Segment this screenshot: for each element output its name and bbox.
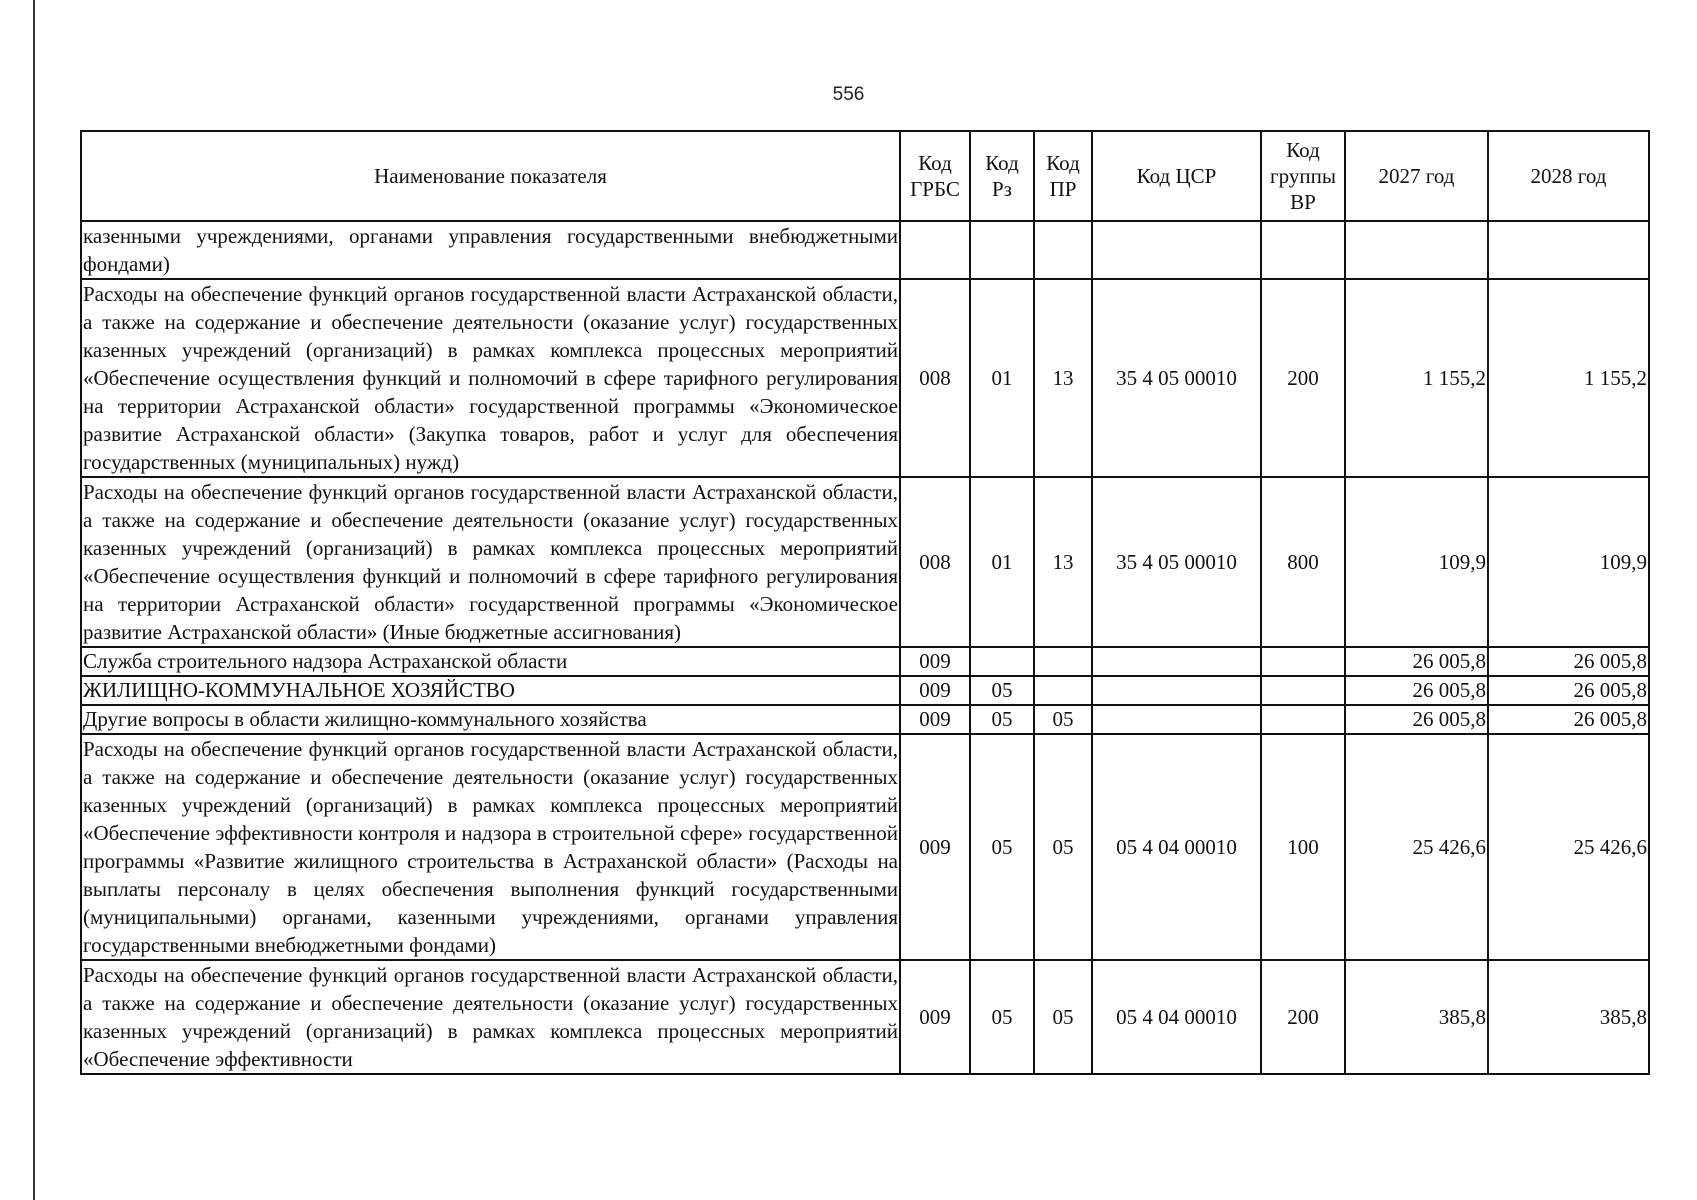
row-2028 — [1488, 221, 1649, 279]
header-2027: 2027 год — [1345, 131, 1488, 221]
header-grbs-line2: ГРБС — [910, 177, 960, 201]
row-name: Расходы на обеспечение функций органов государственной власти Астраханской области, а также на содержание и обеспечение деятельности (оказание услуг) государственных казенных учреждений (организаций) в рамках комплекса процессных мероприятий «Обеспечение осуществления функций и полномочий в сфере тарифного регулирования на территории Астраханской области» государственной программы «Экономическое развитие Астраханской области» (Закупка товаров, работ и услуг для обеспечения государственных (муниципальных) нужд) — [81, 279, 900, 477]
row-rz: 05 — [970, 734, 1034, 960]
row-csr: 05 4 04 00010 — [1092, 960, 1261, 1074]
row-name: Расходы на обеспечение функций органов государственной власти Астраханской области, а также на содержание и обеспечение деятельности (оказание услуг) государственных казенных учреждений (организаций) в рамках комплекса процессных мероприятий «Обеспечение эффективности — [81, 960, 900, 1074]
header-rz-line1: Код — [985, 151, 1019, 175]
table-row — [81, 647, 1649, 676]
row-pr: 05 — [1034, 960, 1092, 1074]
row-2028: 26 005,8 — [1488, 676, 1649, 705]
row-csr — [1092, 221, 1261, 279]
left-margin-line — [33, 0, 35, 1200]
table-row — [81, 279, 1649, 477]
header-vr — [1261, 131, 1345, 221]
row-name: Расходы на обеспечение функций органов государственной власти Астраханской области, а также на содержание и обеспечение деятельности (оказание услуг) государственных казенных учреждений (организаций) в рамках комплекса процессных мероприятий «Обеспечение осуществления функций и полномочий в сфере тарифного регулирования на территории Астраханской области» государственной программы «Экономическое развитие Астраханской области» (Иные бюджетные ассигнования) — [81, 477, 900, 647]
row-2027: 1 155,2 — [1345, 279, 1488, 477]
row-csr — [1092, 647, 1261, 676]
row-vr — [1261, 705, 1345, 734]
row-grbs: 009 — [900, 734, 970, 960]
header-rz-line2: Рз — [992, 177, 1012, 201]
row-csr: 35 4 05 00010 — [1092, 477, 1261, 647]
row-csr: 05 4 04 00010 — [1092, 734, 1261, 960]
row-csr: 35 4 05 00010 — [1092, 279, 1261, 477]
header-rz — [970, 131, 1034, 221]
row-grbs: 009 — [900, 705, 970, 734]
row-vr — [1261, 676, 1345, 705]
row-name: Другие вопросы в области жилищно-коммунального хозяйства — [81, 705, 900, 734]
row-name: Расходы на обеспечение функций органов государственной власти Астраханской области, а также на содержание и обеспечение деятельности (оказание услуг) государственных казенных учреждений (организаций) в рамках комплекса процессных мероприятий «Обеспечение эффективности контроля и надзора в строительной сфере» государственной программы «Развитие жилищного строительства в Астраханской области» (Расходы на выплаты персоналу в целях обеспечения выполнения функций государственными (муниципальными) органами, казенными учреждениями, органами управления государственными внебюджетными фондами) — [81, 734, 900, 960]
row-pr: 13 — [1034, 477, 1092, 647]
row-vr: 800 — [1261, 477, 1345, 647]
row-grbs: 009 — [900, 960, 970, 1074]
budget-table — [80, 130, 1650, 1075]
table-row — [81, 676, 1649, 705]
row-vr: 200 — [1261, 279, 1345, 477]
row-2027: 109,9 — [1345, 477, 1488, 647]
table-header-row — [81, 131, 1649, 221]
row-rz: 05 — [970, 960, 1034, 1074]
row-2028: 25 426,6 — [1488, 734, 1649, 960]
page-number: 556 — [832, 84, 865, 105]
row-vr: 100 — [1261, 734, 1345, 960]
header-vr-line2: группы — [1270, 164, 1336, 188]
header-grbs — [900, 131, 970, 221]
row-rz: 01 — [970, 279, 1034, 477]
row-csr — [1092, 676, 1261, 705]
row-2027: 385,8 — [1345, 960, 1488, 1074]
row-rz — [970, 647, 1034, 676]
row-pr: 05 — [1034, 705, 1092, 734]
row-rz: 05 — [970, 705, 1034, 734]
row-grbs: 009 — [900, 676, 970, 705]
row-pr — [1034, 676, 1092, 705]
row-vr: 200 — [1261, 960, 1345, 1074]
row-grbs — [900, 221, 970, 279]
header-name: Наименование показателя — [81, 131, 900, 221]
table-row — [81, 477, 1649, 647]
row-vr — [1261, 647, 1345, 676]
row-2027: 25 426,6 — [1345, 734, 1488, 960]
row-csr — [1092, 705, 1261, 734]
row-2027: 26 005,8 — [1345, 676, 1488, 705]
row-2027 — [1345, 221, 1488, 279]
header-pr-line1: Код — [1046, 151, 1080, 175]
row-pr — [1034, 221, 1092, 279]
table-row — [81, 734, 1649, 960]
row-rz — [970, 221, 1034, 279]
row-name: казенными учреждениями, органами управления государственными внебюджетными фондами) — [81, 221, 900, 279]
row-grbs: 009 — [900, 647, 970, 676]
header-grbs-line1: Код — [918, 151, 952, 175]
row-vr — [1261, 221, 1345, 279]
row-pr: 13 — [1034, 279, 1092, 477]
header-vr-line1: Код — [1286, 138, 1320, 162]
row-2028: 109,9 — [1488, 477, 1649, 647]
header-vr-line3: ВР — [1290, 190, 1316, 214]
row-2028: 26 005,8 — [1488, 647, 1649, 676]
header-pr-line2: ПР — [1049, 177, 1077, 201]
row-pr: 05 — [1034, 734, 1092, 960]
row-2027: 26 005,8 — [1345, 647, 1488, 676]
row-name: Служба строительного надзора Астраханской области — [81, 647, 900, 676]
row-grbs: 008 — [900, 477, 970, 647]
header-csr: Код ЦСР — [1092, 131, 1261, 221]
row-2028: 385,8 — [1488, 960, 1649, 1074]
row-2028: 1 155,2 — [1488, 279, 1649, 477]
row-2027: 26 005,8 — [1345, 705, 1488, 734]
row-rz: 05 — [970, 676, 1034, 705]
row-grbs: 008 — [900, 279, 970, 477]
header-pr — [1034, 131, 1092, 221]
row-rz: 01 — [970, 477, 1034, 647]
row-pr — [1034, 647, 1092, 676]
table-row — [81, 960, 1649, 1074]
table-row — [81, 221, 1649, 279]
header-2028: 2028 год — [1488, 131, 1649, 221]
row-name: ЖИЛИЩНО-КОММУНАЛЬНОЕ ХОЗЯЙСТВО — [81, 676, 900, 705]
row-2028: 26 005,8 — [1488, 705, 1649, 734]
table-row — [81, 705, 1649, 734]
